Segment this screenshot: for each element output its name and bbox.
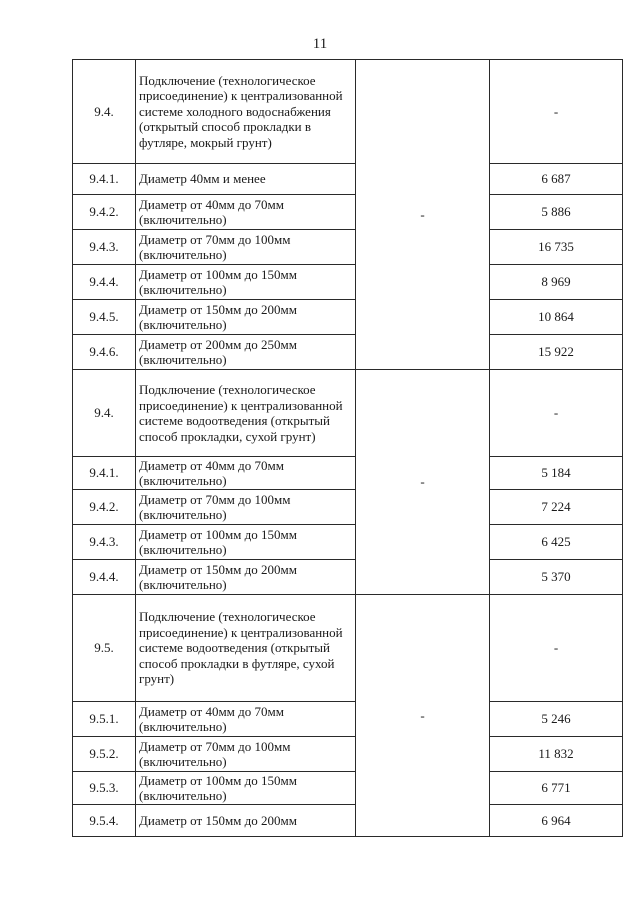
diameter-description: Диаметр от 40мм до 70мм (включительно)	[136, 195, 356, 230]
row-number: 9.5.4.	[73, 805, 136, 837]
row-number: 9.4.4.	[73, 560, 136, 595]
service-description: Подключение (технологическое присоединение) к централизованной системе водоотведения (открытый способ прокладки, сухой грунт)	[136, 370, 356, 457]
diameter-description: Диаметр от 40мм до 70мм (включительно)	[136, 457, 356, 490]
table-row	[73, 805, 623, 837]
row-number: 9.5.	[73, 595, 136, 702]
diameter-description: Диаметр от 100мм до 150мм (включительно)	[136, 525, 356, 560]
row-number: 9.4.3.	[73, 230, 136, 265]
rate-value: 7 224	[490, 490, 623, 525]
diameter-description: Диаметр от 40мм до 70мм (включительно)	[136, 702, 356, 737]
rate-value: -	[490, 370, 623, 457]
rate-value: 6 964	[490, 805, 623, 837]
rate-value: 15 922	[490, 335, 623, 370]
table-row	[73, 230, 623, 265]
diameter-description: Диаметр от 70мм до 100мм (включительно)	[136, 230, 356, 265]
row-number: 9.4.1.	[73, 457, 136, 490]
table-row	[73, 702, 623, 737]
service-description: Подключение (технологическое присоединение) к централизованной системе водоотведения (открытый способ прокладки в футляре, сухой грунт)	[136, 595, 356, 702]
table-section-header-row	[73, 370, 623, 457]
row-number: 9.4.1.	[73, 164, 136, 195]
row-number: 9.5.3.	[73, 772, 136, 805]
rate-value: 11 832	[490, 737, 623, 772]
tariff-table	[72, 59, 623, 837]
row-number: 9.4.	[73, 370, 136, 457]
rate-value: 6 771	[490, 772, 623, 805]
rate-value: -	[490, 595, 623, 702]
table-row	[73, 300, 623, 335]
rate-value: 10 864	[490, 300, 623, 335]
diameter-description: Диаметр от 150мм до 200мм (включительно)	[136, 300, 356, 335]
tariff-table-body	[73, 60, 623, 837]
rate-value: 6 687	[490, 164, 623, 195]
table-row	[73, 164, 623, 195]
row-number: 9.4.	[73, 60, 136, 164]
diameter-description: Диаметр от 150мм до 200мм	[136, 805, 356, 837]
row-number: 9.4.2.	[73, 490, 136, 525]
rate-value: 6 425	[490, 525, 623, 560]
rate-value: 8 969	[490, 265, 623, 300]
row-number: 9.5.1.	[73, 702, 136, 737]
middle-column-value: -	[356, 60, 490, 370]
row-number: 9.4.4.	[73, 265, 136, 300]
rate-value: 5 246	[490, 702, 623, 737]
rate-value: 16 735	[490, 230, 623, 265]
table-row	[73, 772, 623, 805]
table-row	[73, 335, 623, 370]
table-row	[73, 457, 623, 490]
table-section-header-row	[73, 595, 623, 702]
table-section-header-row	[73, 60, 623, 164]
diameter-description: Диаметр от 150мм до 200мм (включительно)	[136, 560, 356, 595]
rate-value: 5 370	[490, 560, 623, 595]
table-row	[73, 490, 623, 525]
diameter-description: Диаметр от 100мм до 150мм (включительно)	[136, 772, 356, 805]
row-number: 9.5.2.	[73, 737, 136, 772]
table-row	[73, 737, 623, 772]
diameter-description: Диаметр 40мм и менее	[136, 164, 356, 195]
row-number: 9.4.3.	[73, 525, 136, 560]
table-row	[73, 265, 623, 300]
row-number: 9.4.6.	[73, 335, 136, 370]
middle-column-value: -	[356, 370, 490, 595]
table-row	[73, 195, 623, 230]
row-number: 9.4.5.	[73, 300, 136, 335]
table-row	[73, 560, 623, 595]
row-number: 9.4.2.	[73, 195, 136, 230]
middle-column-value: -	[356, 595, 490, 837]
service-description: Подключение (технологическое присоединение) к централизованной системе холодного водоснабжения (открытый способ прокладки в футляре, мокрый грунт)	[136, 60, 356, 164]
diameter-description: Диаметр от 200мм до 250мм (включительно)	[136, 335, 356, 370]
rate-value: -	[490, 60, 623, 164]
rate-value: 5 184	[490, 457, 623, 490]
table-row	[73, 525, 623, 560]
diameter-description: Диаметр от 100мм до 150мм (включительно)	[136, 265, 356, 300]
rate-value: 5 886	[490, 195, 623, 230]
diameter-description: Диаметр от 70мм до 100мм (включительно)	[136, 737, 356, 772]
page-number: 11	[312, 36, 328, 52]
diameter-description: Диаметр от 70мм до 100мм (включительно)	[136, 490, 356, 525]
